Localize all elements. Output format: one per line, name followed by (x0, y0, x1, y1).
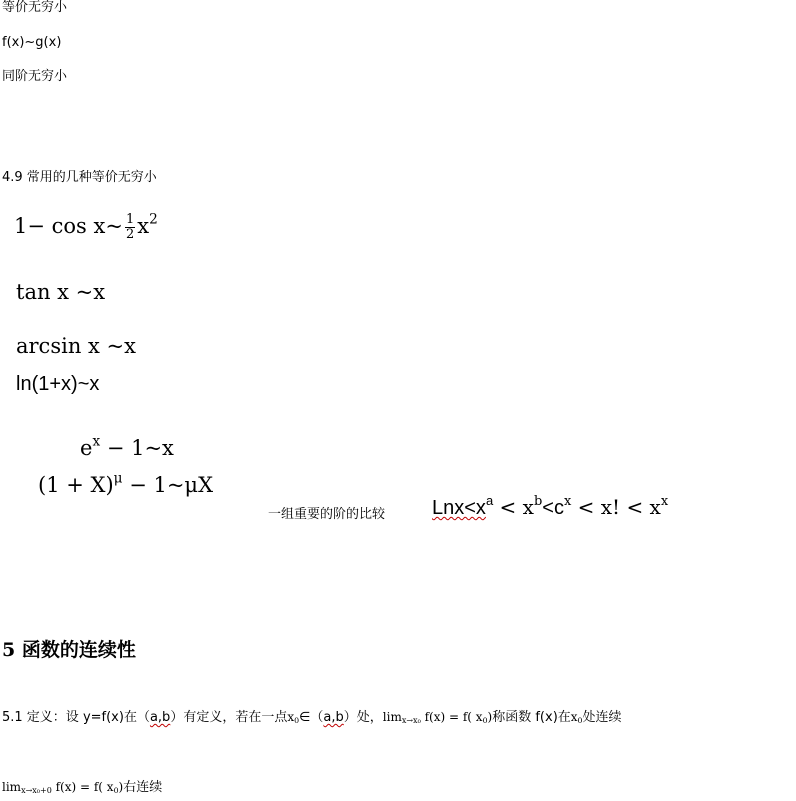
def-end: 称函数 f(x)在 (492, 710, 571, 725)
lim-word: lim (382, 710, 402, 724)
chain-lnx: Lnx<x (432, 497, 486, 519)
lim-equation-end: ) (487, 710, 493, 724)
formula-power (38, 470, 213, 500)
right-continuity-tail: 右连续 (123, 780, 163, 795)
formula-tan: tan x ~x (16, 280, 106, 304)
lim-equation-sub: 0 (482, 715, 488, 725)
chain-exp-a: a (485, 492, 494, 508)
fraction-one-half (125, 213, 135, 242)
def-interval-ab-2: a,b (323, 710, 344, 725)
def-mid: ）有定义，若在一点 (170, 710, 288, 725)
def-in: ∈（ (299, 710, 324, 725)
formula-arcsin: arcsin x ~x (16, 334, 136, 358)
chain-exp-x1: x (563, 493, 572, 509)
chain-exp-b: b (533, 493, 543, 509)
fraction-denominator: 2 (125, 227, 135, 242)
formula-exp-base: e (80, 436, 93, 460)
formula-power-exponent: μ (113, 470, 123, 487)
def-x0-sub: 0 (294, 715, 300, 725)
lim-equation: f(x) = f( x (420, 710, 483, 724)
formula-ln: ln(1+x)~x (16, 373, 100, 395)
formula-cos-prefix: 1− cos x~ (14, 214, 123, 238)
formula-cos-base: x (137, 214, 150, 238)
note-same-order-infinitesimal: 同阶无穷小 (2, 69, 68, 84)
def-x0-base: x (287, 710, 295, 724)
right-lim-word: lim (2, 780, 22, 794)
def-x0-base-2: x (570, 710, 578, 724)
formula-cos (14, 207, 158, 245)
formula-exp-rest: − 1~x (100, 436, 174, 460)
right-lim-equation: f(x) = f( x (51, 780, 114, 794)
right-lim-equation-sub: 0 (113, 785, 119, 795)
def-x0-sub-2: 0 (577, 715, 583, 725)
formula-exp (80, 433, 174, 463)
section-4-9-title: 4.9 常用的几种等价无穷小 (2, 170, 157, 185)
lim-subscript: x→x₀ (401, 716, 421, 725)
right-limit-expression (2, 780, 123, 794)
fraction-numerator: 1 (125, 212, 135, 227)
right-lim-subscript: x→x₀+0 (21, 786, 52, 795)
formula-cos-exponent: 2 (149, 211, 158, 228)
def-tail: 处连续 (582, 710, 622, 725)
def-mid2: ）处， (343, 710, 383, 725)
order-comparison-chain (432, 492, 668, 523)
formula-exp-exponent: x (92, 433, 101, 450)
definition-5-1 (2, 709, 622, 726)
right-lim-equation-end: ) (118, 780, 124, 794)
def-prefix: 5.1 定义：设 y=f(x)在（ (2, 710, 150, 725)
right-continuity-line (2, 779, 162, 796)
formula-power-rest: − 1~μX (122, 473, 214, 497)
def-interval-ab: a,b (149, 710, 171, 725)
def-x0 (287, 710, 299, 724)
order-comparison-label: 一组重要的阶的比较 (268, 507, 386, 522)
chain-exp-x2: x (660, 493, 669, 509)
formula-power-base: (1 + X) (38, 473, 114, 497)
def-x0-2 (571, 710, 583, 724)
section-5-heading: 5 函数的连续性 (2, 639, 136, 661)
note-f-sim-g: f(x)~g(x) (2, 35, 62, 50)
chain-lt2: <c (542, 497, 564, 519)
def-limit-expression (383, 710, 492, 724)
chain-lt3: < x! < x (571, 495, 661, 519)
chain-lt1: < x (493, 495, 534, 519)
note-equivalent-infinitesimal: 等价无穷小 (2, 0, 68, 15)
